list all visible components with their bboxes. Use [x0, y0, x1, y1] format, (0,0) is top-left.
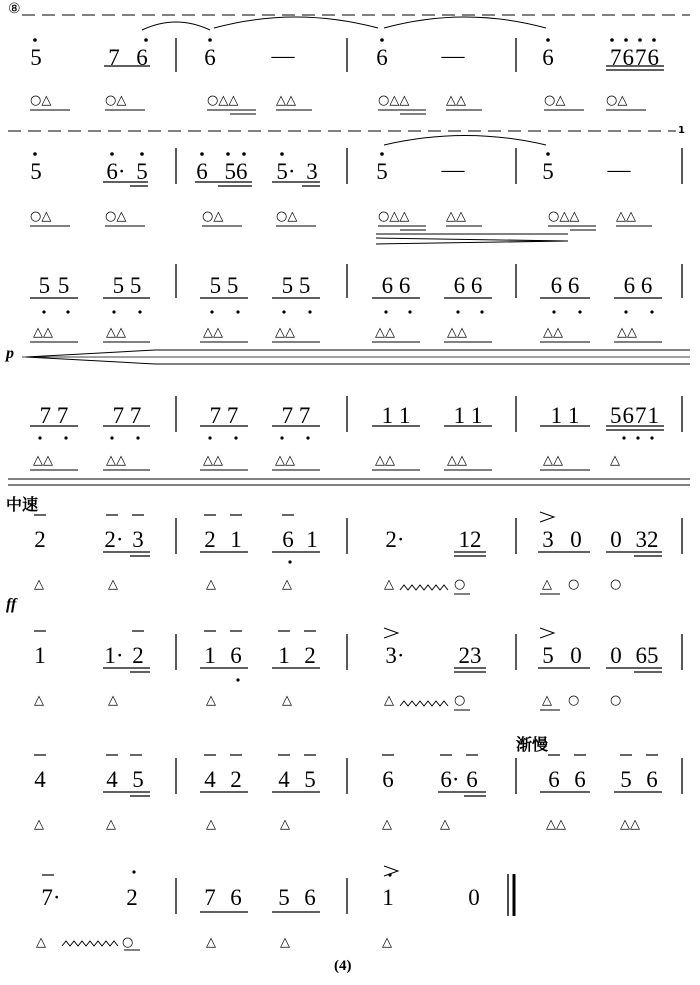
note: 5: [30, 45, 42, 70]
note: —: [271, 43, 295, 68]
note: 2: [304, 643, 316, 668]
tremolo: [62, 941, 118, 946]
accent-mark: [540, 628, 554, 638]
perc-symbol: ○: [122, 935, 134, 950]
accent-mark: [384, 628, 398, 638]
note: 4: [106, 767, 118, 792]
note: 5: [132, 767, 144, 792]
perc-symbol: ○△△: [378, 209, 410, 224]
section-marker: ⑧: [8, 1, 21, 17]
dynamic-piano: p: [6, 345, 14, 362]
perc-symbol: ○△△: [207, 93, 239, 108]
note: 1 1: [550, 403, 580, 428]
hairpin: [26, 350, 155, 357]
line-end-mark: 1: [678, 125, 685, 136]
note: 1 1: [453, 403, 483, 428]
accent-mark: [540, 512, 554, 522]
perc-symbol: △△: [620, 817, 640, 832]
note: 5: [542, 159, 554, 184]
dynamic-fortissimo: ff: [6, 596, 17, 613]
perc-symbol: △: [384, 693, 394, 708]
note: 2: [126, 885, 138, 910]
tempo-marking: 中速: [6, 495, 39, 514]
perc-symbol: △: [34, 693, 44, 708]
note: 1: [306, 527, 318, 552]
note: 3: [306, 159, 318, 184]
perc-symbol: △: [382, 935, 392, 950]
note: 6 6: [623, 273, 653, 298]
perc-symbol: △: [382, 817, 392, 832]
perc-symbol: △: [108, 577, 118, 592]
note: 6: [196, 159, 208, 184]
perc-symbol: △△: [447, 325, 467, 340]
note: 7 7: [39, 403, 69, 428]
note: 4: [204, 767, 216, 792]
note: 6: [230, 885, 242, 910]
perc-symbol: △△: [447, 453, 467, 468]
note: 6: [542, 45, 554, 70]
tie: [214, 17, 378, 28]
note: 5: [620, 767, 632, 792]
note: 7·: [41, 885, 61, 910]
perc-symbol: ○△: [606, 93, 628, 108]
perc-symbol: ○: [610, 693, 622, 708]
tie: [384, 17, 546, 28]
perc-symbol: ○: [454, 577, 466, 592]
note: 6: [466, 767, 478, 792]
note: 6·: [106, 159, 126, 184]
note: 5671: [610, 403, 660, 428]
perc-symbol: △△: [375, 453, 395, 468]
perc-symbol: △△: [375, 325, 395, 340]
perc-symbol: △: [542, 577, 552, 592]
note: 0: [570, 643, 582, 668]
perc-symbol: ○: [568, 693, 580, 708]
note: 4: [278, 767, 290, 792]
perc-symbol: ○△: [276, 209, 298, 224]
note: 6: [136, 45, 148, 70]
note: 6: [382, 767, 394, 792]
note: 3: [132, 527, 144, 552]
note: 7676: [610, 45, 660, 70]
note: 6 6: [381, 273, 411, 298]
perc-symbol: △△: [203, 453, 223, 468]
note: 0: [610, 527, 622, 552]
note: 7 7: [281, 403, 311, 428]
perc-symbol: ○△△: [548, 209, 580, 224]
note: 5: [304, 767, 316, 792]
note: 1 1: [381, 403, 411, 428]
perc-symbol: △△: [546, 817, 566, 832]
note: 1: [204, 643, 216, 668]
note: 6: [304, 885, 316, 910]
perc-symbol: △: [206, 817, 216, 832]
note: 23: [458, 643, 482, 668]
perc-symbol: △△: [275, 453, 295, 468]
note: 2: [204, 527, 216, 552]
perc-symbol: △△: [617, 325, 637, 340]
note: 5 5: [209, 273, 239, 298]
note: 6: [548, 767, 560, 792]
hairpin: [376, 238, 568, 241]
note: 2: [132, 643, 144, 668]
note: 6: [574, 767, 586, 792]
note: —: [441, 43, 465, 68]
perc-symbol: △△: [543, 325, 563, 340]
tremolo: [400, 701, 448, 706]
note: 5: [136, 159, 148, 184]
note: 5: [376, 159, 388, 184]
note: 2: [230, 767, 242, 792]
perc-symbol: △△: [275, 325, 295, 340]
perc-symbol: ○: [454, 693, 466, 708]
note: 6 6: [453, 273, 483, 298]
note: 32: [635, 527, 659, 552]
perc-symbol: △: [280, 935, 290, 950]
note: 7 7: [209, 403, 239, 428]
perc-symbol: ○△△: [378, 93, 410, 108]
note: —: [441, 157, 465, 182]
note: 3: [542, 527, 554, 552]
perc-symbol: △: [206, 693, 216, 708]
perc-symbol: △: [206, 577, 216, 592]
tie: [384, 136, 546, 146]
perc-symbol: △: [542, 693, 552, 708]
perc-symbol: △△: [446, 209, 466, 224]
note: 7: [108, 45, 120, 70]
note: 6: [230, 643, 242, 668]
note: 5: [278, 885, 290, 910]
note: 7 7: [112, 403, 142, 428]
note: 5·: [276, 159, 296, 184]
perc-symbol: △: [34, 577, 44, 592]
note: 6·: [440, 767, 460, 792]
note: 1: [382, 885, 394, 910]
perc-symbol: △△: [203, 325, 223, 340]
perc-symbol: △: [106, 817, 116, 832]
perc-symbol: △△: [616, 209, 636, 224]
perc-symbol: △△: [33, 325, 53, 340]
note: 4: [34, 767, 46, 792]
note: 6 6: [550, 273, 580, 298]
perc-symbol: △: [206, 935, 216, 950]
page-number: (4): [334, 958, 352, 974]
perc-symbol: △△: [446, 93, 466, 108]
note: 2·: [104, 527, 124, 552]
note: 65: [635, 643, 659, 668]
perc-symbol: △: [440, 817, 450, 832]
perc-symbol: △: [384, 577, 394, 592]
perc-symbol: △: [280, 817, 290, 832]
note: 0: [468, 885, 480, 910]
note: 1: [278, 643, 290, 668]
perc-symbol: ○△: [544, 93, 566, 108]
note: 6: [282, 527, 294, 552]
note: —: [607, 157, 631, 182]
note: 1: [230, 527, 242, 552]
perc-symbol: △: [282, 693, 292, 708]
note: 1·: [104, 643, 124, 668]
perc-symbol: ○△: [105, 93, 127, 108]
note: 2: [34, 527, 46, 552]
note: 3·: [385, 643, 405, 668]
perc-symbol: △△: [33, 453, 53, 468]
perc-symbol: ○△: [30, 209, 52, 224]
note: 7: [204, 885, 216, 910]
perc-symbol: ○△: [202, 209, 224, 224]
perc-symbol: △: [36, 935, 46, 950]
perc-symbol: △: [34, 817, 44, 832]
note: 5 5: [112, 273, 142, 298]
note: 5 5: [281, 273, 311, 298]
perc-symbol: △△: [106, 453, 126, 468]
perc-symbol: △: [610, 453, 620, 468]
note: 12: [458, 527, 482, 552]
perc-symbol: △△: [276, 93, 296, 108]
note: 5 5: [38, 273, 70, 298]
note: 6: [376, 45, 388, 70]
hairpin: [26, 357, 155, 364]
perc-symbol: △△: [543, 453, 563, 468]
perc-symbol: △: [282, 577, 292, 592]
tempo-marking: 渐慢: [516, 735, 549, 754]
note: 0: [610, 643, 622, 668]
tie: [142, 22, 210, 30]
perc-symbol: △: [108, 693, 118, 708]
perc-symbol: ○△: [30, 93, 52, 108]
tremolo: [400, 585, 448, 590]
note: 2·: [385, 527, 405, 552]
perc-symbol: ○: [610, 577, 622, 592]
note: 1: [34, 643, 46, 668]
note: 0: [570, 527, 582, 552]
note: 5: [542, 643, 554, 668]
note: 56: [224, 159, 248, 184]
note: 5: [30, 159, 42, 184]
perc-symbol: ○△: [105, 209, 127, 224]
note: 6: [646, 767, 658, 792]
perc-symbol: ○: [568, 577, 580, 592]
note: 6: [204, 45, 216, 70]
hairpin: [376, 241, 568, 244]
perc-symbol: △△: [106, 325, 126, 340]
